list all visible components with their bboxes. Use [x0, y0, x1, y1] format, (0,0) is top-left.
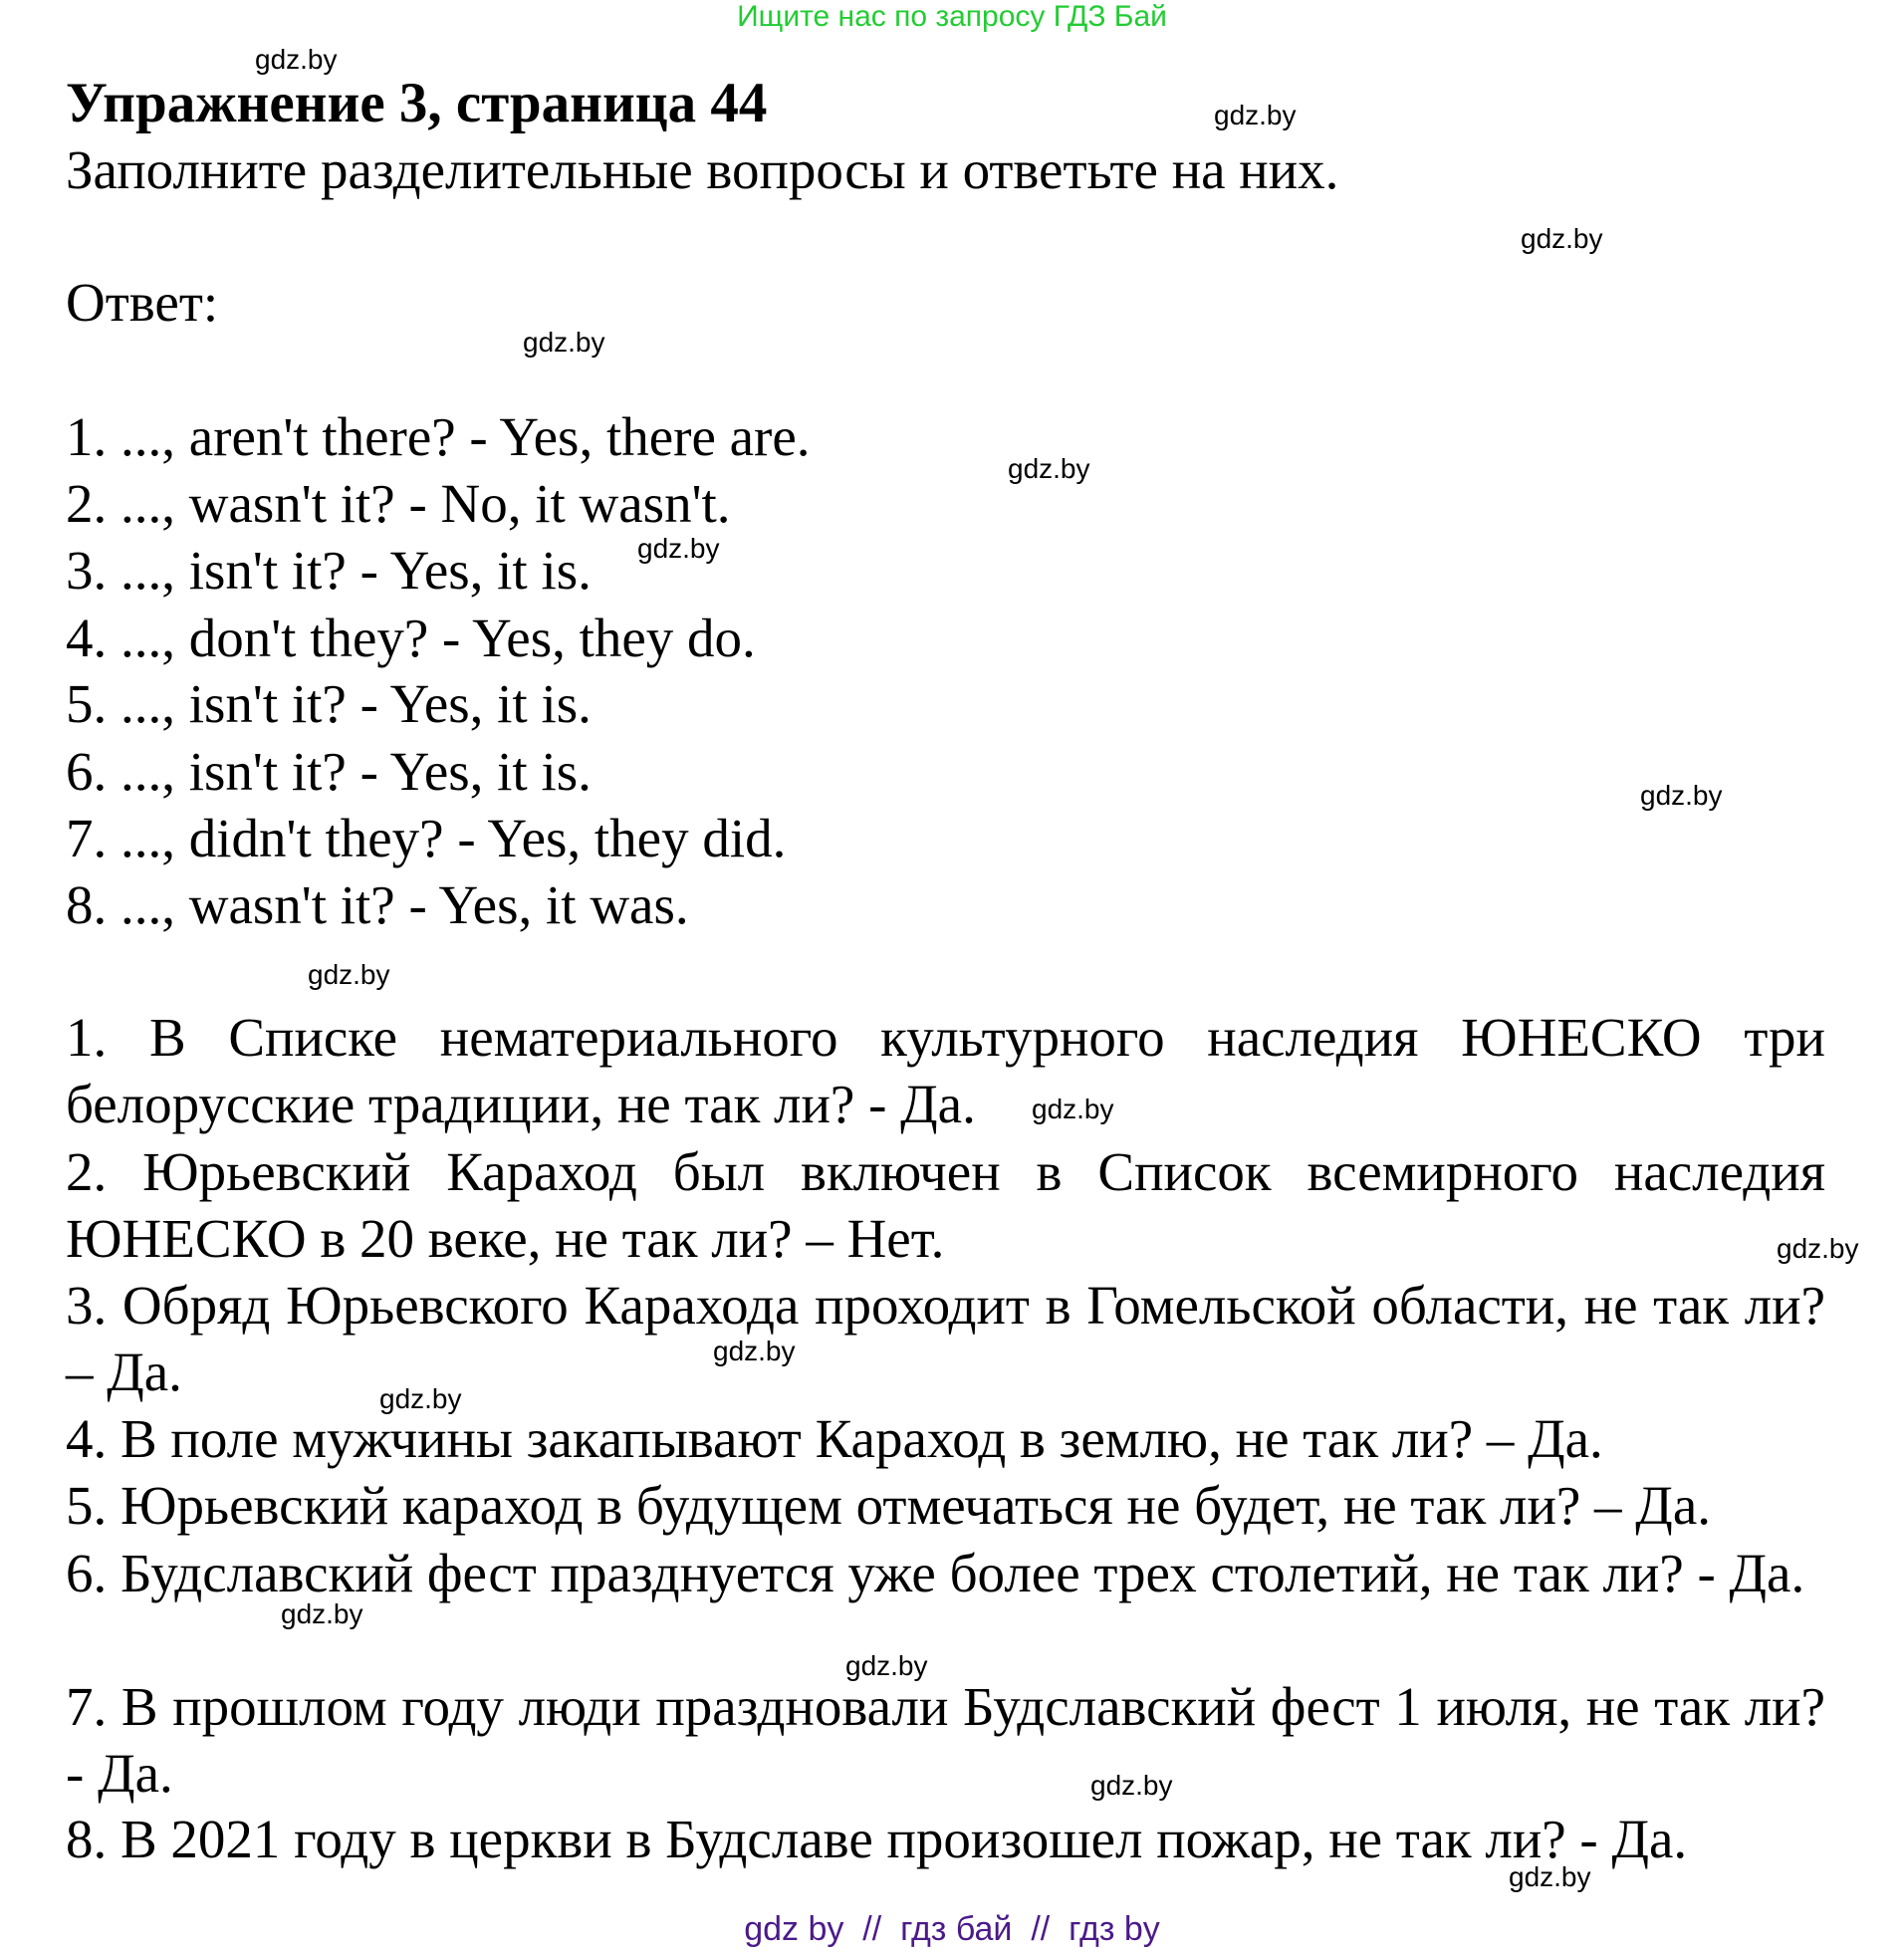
instruction: Заполните разделительные вопросы и ответьте на них. [66, 139, 1339, 200]
english-answer: 7. ..., didn't they? - Yes, they did. [66, 808, 787, 868]
watermark: gdz.by [1509, 1861, 1591, 1892]
watermark: gdz.by [308, 959, 390, 990]
watermark: gdz.by [523, 327, 605, 358]
footer-links: gdz by // гдз бай // гдз by [744, 1910, 1160, 1948]
answer-label: Ответ: [66, 272, 219, 333]
english-answer: 6. ..., isn't it? - Yes, it is. [66, 741, 592, 802]
russian-answer: 3. Обряд Юрьевского Карахода проходит в Гомельской области, не так ли? – Да. [66, 1275, 1825, 1402]
page-title: Упражнение 3, страница 44 [66, 72, 768, 134]
watermark: gdz.by [1777, 1233, 1859, 1264]
watermark: gdz.by [1032, 1094, 1114, 1124]
russian-answer: 1. В Списке нематериального культурного наследия ЮНЕСКО три белорусские традиции, не так ли? - Да. [66, 1007, 1825, 1134]
watermark: gdz.by [637, 533, 720, 564]
russian-answer: 8. В 2021 году в церкви в Будславе произошел пожар, не так ли? - Да. [66, 1809, 1688, 1869]
russian-answer: 5. Юрьевский караход в будущем отмечаться не будет, не так ли? – Да. [66, 1475, 1711, 1536]
english-answer: 3. ..., isn't it? - Yes, it is. [66, 540, 592, 601]
english-answer: 4. ..., don't they? - Yes, they do. [66, 608, 756, 668]
watermark: gdz.by [1521, 223, 1603, 254]
watermark: gdz.by [281, 1598, 363, 1629]
russian-answer: 6. Будславский фест празднуется уже более трех столетий, не так ли? - Да. [66, 1543, 1805, 1603]
english-answer: 8. ..., wasn't it? - Yes, it was. [66, 874, 689, 935]
watermark: gdz.by [1008, 453, 1090, 484]
english-answer: 2. ..., wasn't it? - No, it wasn't. [66, 473, 731, 534]
search-banner: Ищите нас по запросу ГДЗ Бай [737, 0, 1167, 33]
watermark: gdz.by [255, 44, 338, 75]
russian-answer: 2. Юрьевский Караход был включен в Список всемирного наследия ЮНЕСКО в 20 веке, не так ли? – Нет. [66, 1141, 1825, 1269]
russian-answer: 4. В поле мужчины закапывают Караход в землю, не так ли? – Да. [66, 1408, 1603, 1469]
watermark: gdz.by [1090, 1770, 1173, 1801]
english-answer: 1. ..., aren't there? - Yes, there are. [66, 406, 811, 467]
english-answer: 5. ..., isn't it? - Yes, it is. [66, 673, 592, 734]
watermark: gdz.by [1214, 100, 1297, 130]
watermark: gdz.by [379, 1383, 462, 1414]
watermark: gdz.by [845, 1650, 928, 1681]
watermark: gdz.by [1640, 780, 1723, 811]
watermark: gdz.by [713, 1336, 796, 1366]
russian-answer: 7. В прошлом году люди праздновали Будславский фест 1 июля, не так ли? - Да. [66, 1676, 1825, 1804]
